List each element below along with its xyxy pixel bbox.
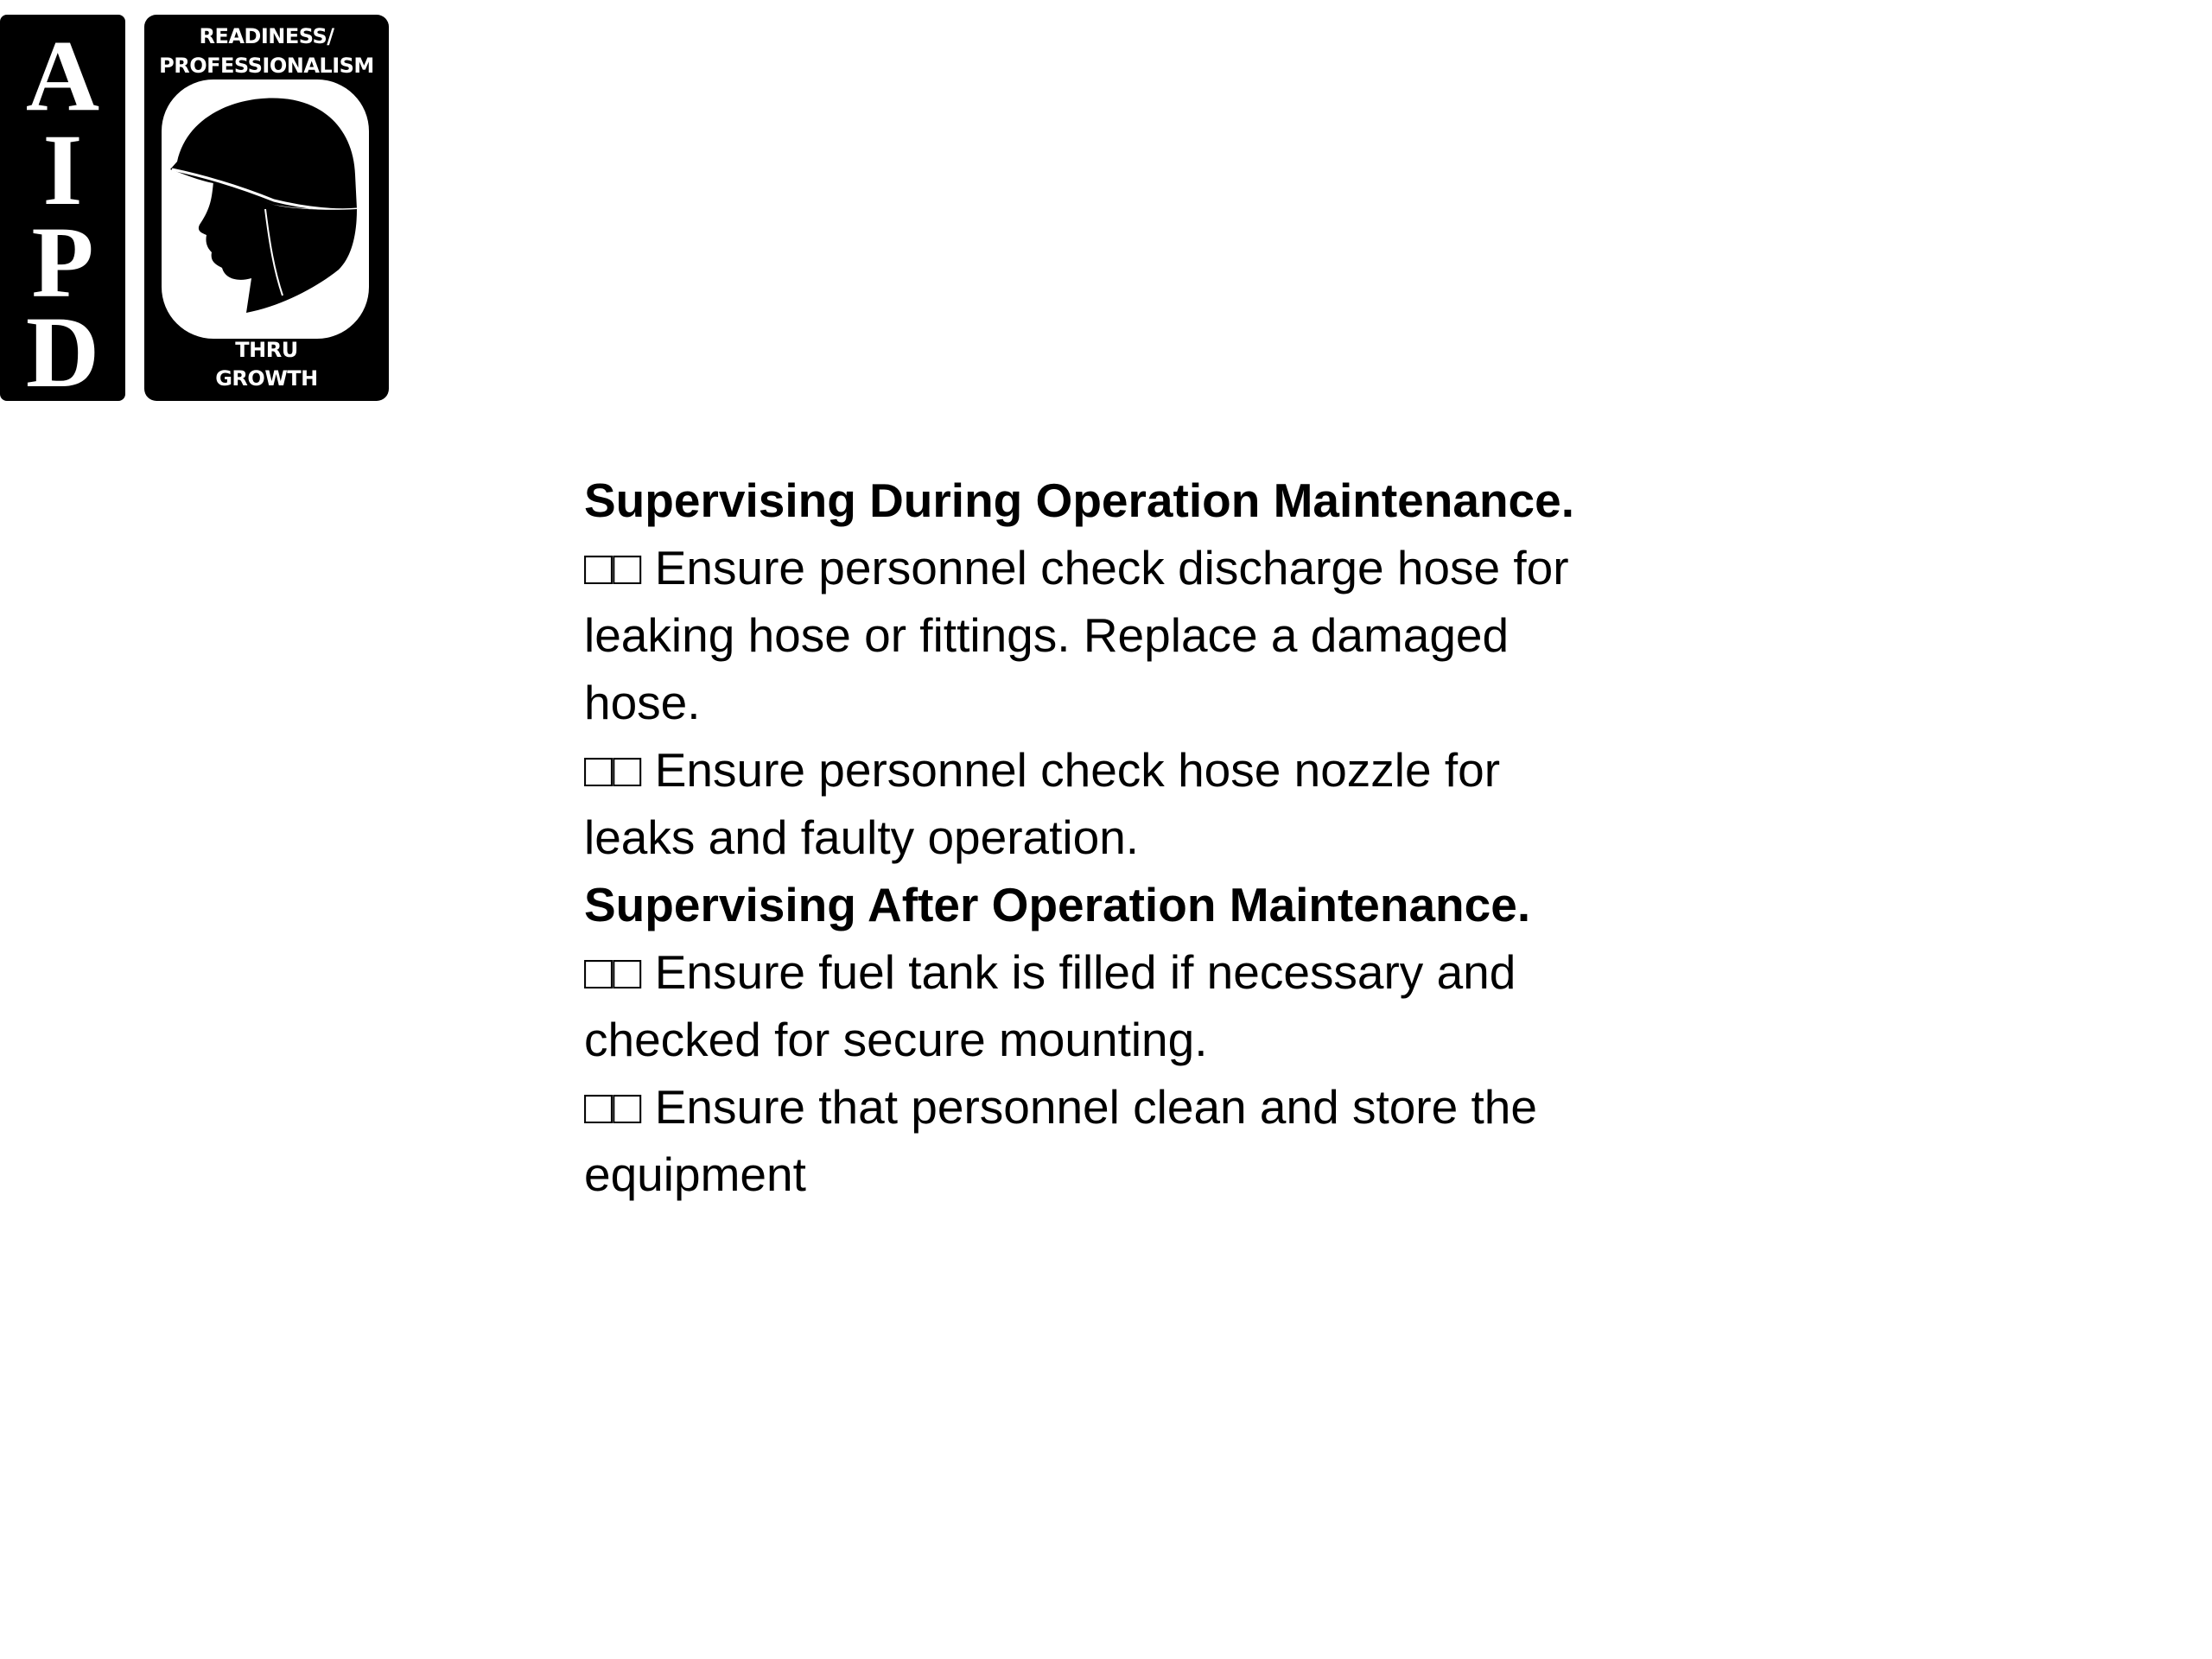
logo-bottom-text: THRU GROWTH (215, 338, 318, 391)
logo-letter-p: P (31, 206, 94, 319)
logo-letter-a: A (25, 19, 100, 132)
list-item-fuel-tank: □□ Ensure fuel tank is filled if necessary and checked for secure mounting. (584, 945, 1516, 1066)
logo-emblem-panel (144, 15, 389, 401)
aipd-logo (0, 15, 389, 409)
slide-body (584, 467, 1707, 1208)
list-item-hose-nozzle: □□ Ensure personnel check hose nozzle for leaks and faulty operation. (584, 743, 1501, 864)
logo-letter-i: I (42, 113, 83, 226)
logo-top-text: READINESS/ PROFESSIONALISM (159, 24, 374, 78)
heading-after-operation: Supervising After Operation Maintenance. (584, 878, 1531, 931)
list-item-discharge-hose: □□ Ensure personnel check discharge hose for leaking hose or fittings. Replace a damaged hose. (584, 541, 1569, 729)
logo-letter-d: D (25, 296, 100, 409)
heading-during-operation: Supervising During Operation Maintenance. (584, 474, 1575, 527)
soldier-helmet-icon (162, 79, 369, 339)
list-item-clean-store: □□ Ensure that personnel clean and store the equipment (584, 1080, 1537, 1201)
logo-letter-column (0, 15, 125, 409)
